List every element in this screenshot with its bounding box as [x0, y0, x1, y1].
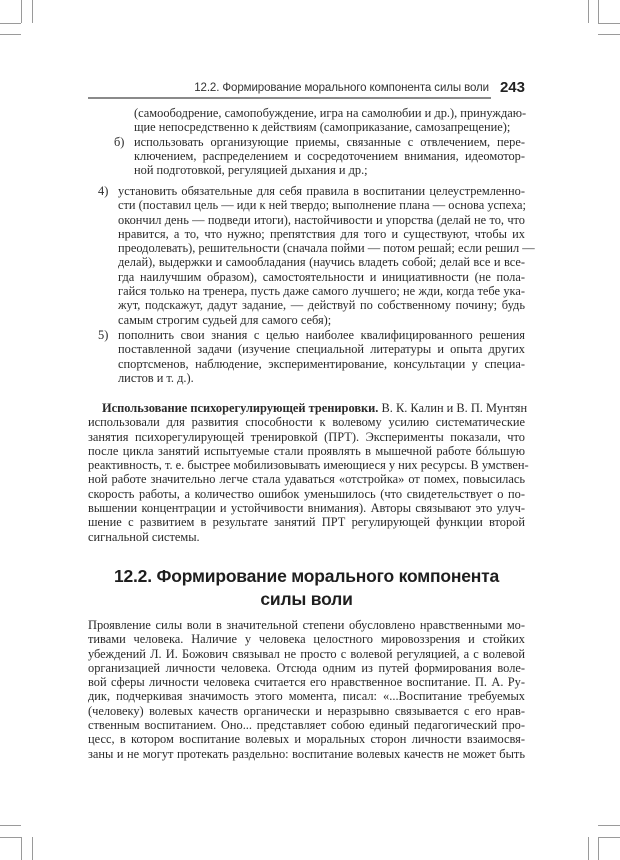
text-line: ной подготовкой, регуляцией дыхания и др.;	[134, 163, 368, 178]
list-marker: 4)	[98, 184, 109, 198]
list-block-numbered	[98, 184, 535, 385]
text-line: (самоободрение, самопобуждение, игра на самолюбии и др.), принуждаю-	[134, 106, 527, 120]
crop-mark	[0, 825, 21, 826]
text-line: щие непосредственно к действиям (самоприказание, самозапрещение);	[134, 120, 511, 135]
text-line: делай), выдержки и самообладания (научись владеть собой; делай все и все-	[118, 255, 525, 270]
text-line: убеждений Л. И. Божович связывал не просто с волевой регуляцией, а с волевой	[88, 646, 525, 661]
text-line: цесс, в котором воспитание волевых и моральных сторон личности взаимосвя-	[88, 732, 525, 747]
list-block	[114, 106, 527, 178]
paragraph-psychoregulating-training	[88, 401, 529, 544]
header-rule	[88, 97, 491, 99]
text-line: установить обязательные для себя правила в воспитании целеустремленно-	[118, 184, 525, 198]
text-line: организацией личности человека. Отсюда одним из путей формирования воле-	[88, 660, 525, 675]
crop-mark	[598, 837, 599, 860]
crop-mark	[32, 837, 33, 860]
text-line: преодолевать), решительности (сначала пойми — потом решай; если решил —	[118, 241, 535, 256]
crop-mark	[598, 837, 620, 838]
text-line: реактивность, т. е. быстрее мобилизовывать имеющиеся у них ресурсы. В умствен-	[88, 458, 529, 473]
crop-mark	[0, 34, 21, 35]
text-line: ключением, распределением и сосредоточением внимания, идеомотор-	[134, 148, 525, 163]
list-marker: б)	[114, 134, 125, 149]
text-line: листов и т. д.).	[118, 370, 194, 385]
crop-mark	[588, 0, 589, 23]
text-run: В. К. Калин и В. П. Мунтян	[378, 401, 528, 415]
text-line: сти (поставил цель — иди к ней твердо; выполнение плана — основа успеха;	[118, 198, 526, 213]
text-line: Проявление силы воли в значительной степени обусловлено нравственными мо-	[88, 618, 525, 632]
crop-mark	[598, 34, 620, 35]
text-line: нравится, а то, что нужно; препятствия для того и существуют, чтобы их	[118, 226, 525, 241]
section-heading	[88, 565, 525, 611]
list-continuation	[134, 106, 525, 135]
text-line: после цикла занятий испытуемые стали проявлять в мышечной работе бóльшую	[88, 443, 525, 458]
running-header-title: 12.2. Формирование морального компонента силы воли	[194, 82, 489, 94]
text-line: заны и не могут протекать раздельно: воспитание волевых качеств не может быть	[88, 746, 525, 761]
text-line: вышении концентрации и устойчивости внимания). Авторы связывают это улуч-	[88, 501, 525, 516]
text-line: дик, подчеркивая значимость этого момента, писал: «...Воспитание требуемых	[88, 689, 525, 704]
heading-line: 12.2. Формирование морального компонента	[113, 566, 500, 586]
running-header	[88, 80, 525, 100]
text-line: ной работе значительно легче стала удаваться «отстройка» от помех, повысилась	[88, 472, 525, 487]
crop-mark	[0, 23, 21, 24]
text-line: окончил день — подведи итоги), настойчивости и упорства (делай не то, что	[118, 212, 525, 227]
text-line: ственным воспитанием. Оно... представляет собою единый педагогический про-	[88, 718, 525, 733]
list-item-b	[114, 134, 525, 178]
text-line: занятия психорегулирующей тренировкой (ПРТ). Эксперименты показали, что	[88, 429, 525, 444]
text-line: гайся только на тренера, пусть даже самого лучшего; не жди, когда тебе ука-	[118, 284, 525, 299]
text-line: поставленной задачи (изучение специальной литературы и опыта других	[118, 342, 525, 357]
crop-mark	[598, 825, 620, 826]
list-marker: 5)	[98, 327, 109, 342]
text-line: сигнальной системы.	[88, 529, 200, 544]
text-line: скорость работы, а количество ошибок уменьшилось (что свидетельствует о по-	[88, 486, 525, 501]
crop-mark	[0, 837, 21, 838]
crop-mark	[32, 0, 33, 23]
crop-mark	[588, 837, 589, 860]
crop-mark	[21, 0, 22, 23]
text-line: вой сферы личности человека считается его нравственное воспитание. П. А. Ру-	[88, 675, 525, 690]
text-line: жут, подскажут, дадут задание, — действуй по собственному почину; будь	[118, 298, 525, 313]
paragraph-moral-component	[88, 618, 525, 761]
text-line: гда наилучшим образом), самостоятельности и инициативности (не пола-	[118, 269, 525, 284]
run-in-heading: Использование психорегулирующей тренировки.	[102, 401, 379, 415]
text-line: самым строгим судьей для самого себя);	[118, 312, 332, 327]
crop-mark	[598, 0, 599, 23]
crop-mark	[21, 837, 22, 860]
text-line: (человеку) волевых качеств органически и неразрывно связывается с его нрав-	[88, 703, 525, 718]
text-line: пополнить свои знания с целью наиболее квалифицированного решения	[118, 327, 525, 342]
text-line: использовали для развития способности к волевому усилию систематические	[88, 415, 525, 430]
list-item-4	[98, 184, 535, 327]
text-line: спортсменов, наблюдение, экспериментирование, консультации у специа-	[118, 356, 525, 371]
text-line	[88, 401, 528, 415]
crop-mark	[598, 23, 620, 24]
text-line: использовать организующие приемы, связанные с отвлечением, пере-	[134, 134, 525, 149]
heading-line: силы воли	[260, 589, 353, 609]
page-number: 243	[499, 79, 525, 96]
text-line: тивами человека. Наличие у человека целостного мировоззрения и стойких	[88, 632, 525, 647]
text-line: шение с развитием в результате занятий ПРТ регулирующей функции второй	[88, 515, 525, 530]
list-item-5	[98, 327, 525, 385]
